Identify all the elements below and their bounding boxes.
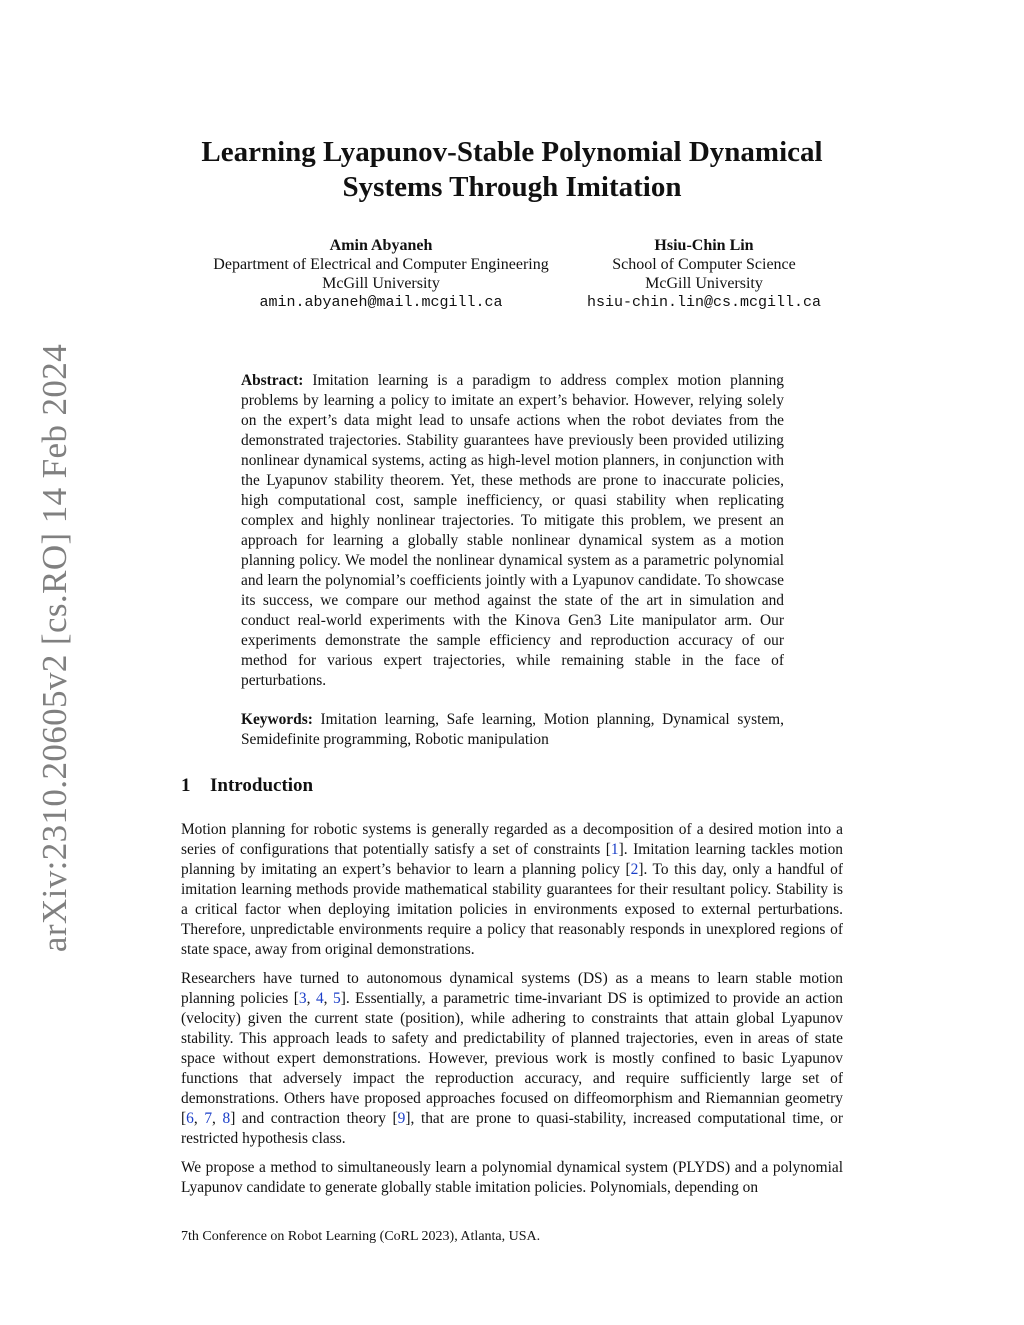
paragraph-text: Motion planning for robotic systems is generally regarded as a decomposition of a desired motion into a series of configurations that potentially satisfy a set of constraints [ [181, 821, 843, 858]
section-heading-introduction [181, 775, 313, 797]
author-institution: McGill University [645, 275, 763, 292]
author-email: amin.abyaneh@mail.mcgill.ca [259, 294, 503, 311]
keywords [241, 710, 784, 750]
citation-link[interactable]: 6 [186, 1110, 194, 1127]
author-institution: McGill University [322, 275, 440, 292]
author-block-2 [584, 236, 824, 312]
section-title: Introduction [210, 775, 314, 796]
arxiv-identifier-stamp: arXiv:2310.20605v2 [cs.RO] 14 Feb 2024 [35, 343, 74, 953]
citation-link[interactable]: 1 [610, 841, 619, 858]
abstract-label: Abstract: [241, 372, 304, 389]
conference-footer: 7th Conference on Robot Learning (CoRL 2023), Atlanta, USA. [181, 1229, 541, 1244]
citation-link[interactable]: 2 [630, 861, 639, 878]
paragraph-text: ]. Imitation learning tackles motion planning by imitating an expert’s behavior to learn a planning policy [ [181, 841, 843, 878]
author-block-1 [196, 236, 566, 312]
paragraph-text: , [193, 1110, 205, 1127]
paragraph-text: ]. Essentially, a parametric time-invariant DS is optimized to provide an action (velocity) given the current state (position), while adhering to constraints that attain global Lyapunov stability. This approach leads to safety and predictability of planned trajectories, even in areas of state space without expert demonstrations. However, previous work is mostly confined to basic Lyapunov functions that adversely impact the reproduction accuracy, and require sufficiently large set of demonstrations. Others have proposed approaches focused on diffeomorphism and Riemannian geometry [ [181, 990, 844, 1127]
abstract [241, 371, 784, 691]
author-name: Hsiu-Chin Lin [654, 237, 754, 254]
paper-title-line-1: Learning Lyapunov-Stable Polynomial Dynamical [201, 136, 823, 168]
paragraph-text: ] and contraction theory [ [230, 1110, 398, 1127]
citation-link[interactable]: 3 [298, 990, 307, 1007]
author-department: School of Computer Science [612, 256, 796, 273]
paragraph-text: ], that are prone to quasi-stability, increased computational time, or restricted hypothesis class. [181, 1110, 843, 1147]
keywords-text: Imitation learning, Safe learning, Motion planning, Dynamical system, Semidefinite programming, Robotic manipulation [241, 711, 784, 748]
body-paragraph-3: We propose a method to simultaneously learn a polynomial dynamical system (PLYDS) and a polynomial Lyapunov candidate to generate globally stable imitation policies. Polynomials, depending on [181, 1159, 843, 1196]
abstract-text: Imitation learning is a paradigm to address complex motion planning problems by learning a policy to imitate an expert’s behavior. However, relying solely on the expert’s data might lead to unsafe actions when the robot deviates from the demonstrated trajectories. Stability guarantees have previously been provided utilizing nonlinear dynamical systems, acting as high-level motion planners, in conjunction with the Lyapunov stability theorem. Yet, these methods are prone to inaccurate policies, high computational cost, sample inefficiency, or quasi stability when replicating complex and highly nonlinear trajectories. To mitigate this problem, we present an approach for learning a globally stable nonlinear dynamical system as a motion planning policy. We model the nonlinear dynamical system as a parametric polynomial and learn the polynomial’s coefficients jointly with a Lyapunov candidate. To showcase its success, we compare our method against the state of the art in simulation and conduct real-world experiments with the Kinova Gen3 Lite manipulator arm. Our experiments demonstrate the sample efficiency and reproduction accuracy of our method for various expert trajectories, while remaining stable in the face of perturbations. [241, 372, 784, 689]
citation-link[interactable]: 4 [315, 990, 324, 1007]
paragraph-text: ]. To this day, only a handful of imitation learning methods provide mathematical stability guarantees for their resultant policy. Stability is a critical factor when deploying imitation policies in environments exposed to external perturbations. Therefore, unpredictable environments require a policy that reasonably responds in unexplored regions of state space, away from original demonstrations. [181, 861, 843, 958]
author-email: hsiu-chin.lin@cs.mcgill.ca [586, 294, 822, 311]
citation-link[interactable]: 5 [333, 990, 341, 1007]
body-paragraph-1 [181, 820, 843, 960]
body-paragraph-2 [181, 969, 843, 1149]
author-name: Amin Abyaneh [329, 237, 433, 254]
paper-title-line-2: Systems Through Imitation [342, 171, 682, 203]
author-department: Department of Electrical and Computer Engineering [213, 256, 549, 273]
keywords-label: Keywords: [241, 711, 313, 728]
citation-link[interactable]: 8 [222, 1110, 231, 1127]
citation-link[interactable]: 7 [204, 1110, 213, 1127]
paragraph-text: Researchers have turned to autonomous dynamical systems (DS) as a means to learn stable motion planning policies [ [181, 970, 843, 1007]
section-number: 1 [181, 775, 191, 796]
paper-title [150, 135, 874, 205]
citation-link[interactable]: 9 [397, 1110, 406, 1127]
paragraph-text: , [323, 990, 333, 1007]
paragraph-text: , [306, 990, 316, 1007]
paragraph-text: , [212, 1110, 223, 1127]
